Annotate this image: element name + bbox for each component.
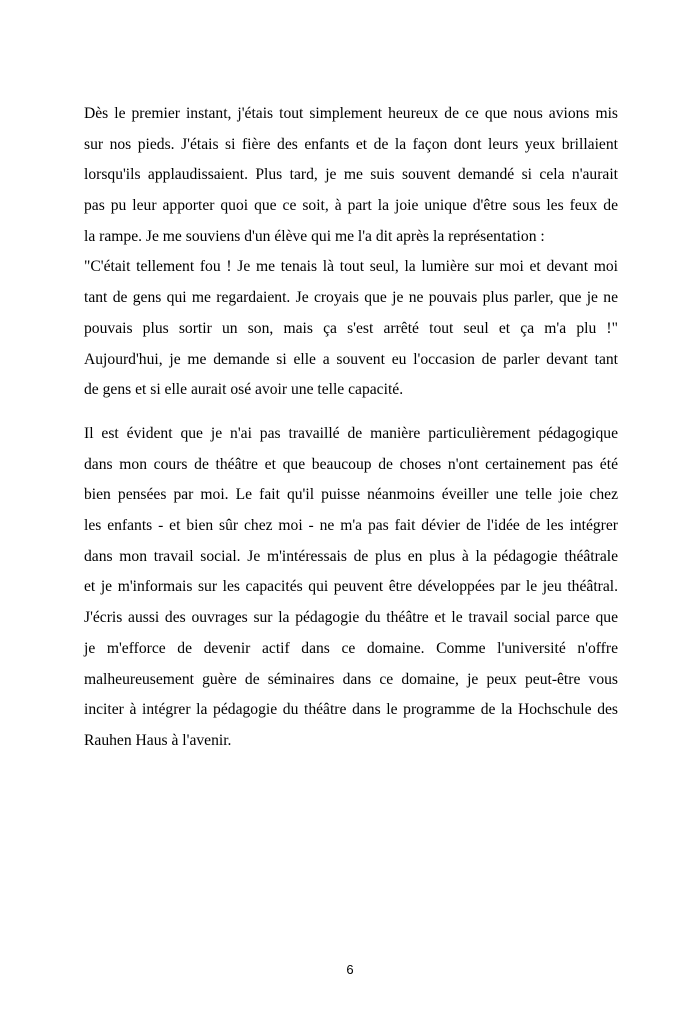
- text-line: pas pu leur apporter quoi que ce soit, à part la joie unique d'être sous les feux de: [84, 197, 618, 215]
- text-line: J'écris aussi des ouvrages sur la pédagogie du théâtre et le travail social parce que: [84, 609, 618, 627]
- text-line: sur nos pieds. J'étais si fière des enfants et de la façon dont leurs yeux brillaient: [84, 135, 618, 153]
- text-line: dans mon travail social. Je m'intéressais de plus en plus à la pédagogie théâtrale: [84, 547, 618, 565]
- paragraph-1: [84, 99, 618, 406]
- text-line: inciter à intégrer la pédagogie du théâtre dans le programme de la Hochschule des: [84, 701, 618, 719]
- page-number: 6: [346, 962, 354, 977]
- text-line: bien pensées par moi. Le fait qu'il puisse néanmoins éveiller une telle joie chez: [84, 486, 618, 504]
- text-line: Aujourd'hui, je me demande si elle a souvent eu l'occasion de parler devant tant: [84, 350, 618, 368]
- text-line: lorsqu'ils applaudissaient. Plus tard, je me suis souvent demandé si cela n'aurait: [84, 166, 618, 184]
- text-line: de gens et si elle aurait osé avoir une telle capacité.: [84, 381, 404, 399]
- text-line: et je m'informais sur les capacités qui peuvent être développées par le jeu théâtral.: [84, 578, 618, 596]
- text-line: Rauhen Haus à l'avenir.: [84, 731, 232, 749]
- text-line: tant de gens qui me regardaient. Je croyais que je ne pouvais plus parler, que je ne: [84, 289, 618, 307]
- text-line: les enfants - et bien sûr chez moi - ne m'a pas fait dévier de l'idée de les intégrer: [84, 517, 618, 535]
- text-line: la rampe. Je me souviens d'un élève qui me l'a dit après la représentation :: [84, 227, 545, 245]
- paragraph-2: [84, 419, 618, 757]
- text-line: dans mon cours de théâtre et que beaucoup de choses n'ont certainement pas été: [84, 455, 618, 473]
- text-line: "C'était tellement fou ! Je me tenais là tout seul, la lumière sur moi et devant moi: [84, 258, 618, 276]
- text-line: Dès le premier instant, j'étais tout simplement heureux de ce que nous avions mis: [84, 105, 618, 122]
- text-line: Il est évident que je n'ai pas travaillé de manière particulièrement pédagogique: [84, 425, 618, 442]
- text-line: malheureusement guère de séminaires dans ce domaine, je peux peut-être vous: [84, 670, 618, 688]
- text-line: pouvais plus sortir un son, mais ça s'est arrêté tout seul et ça m'a plu !": [84, 319, 618, 337]
- text-line: je m'efforce de devenir actif dans ce domaine. Comme l'université n'offre: [84, 639, 618, 657]
